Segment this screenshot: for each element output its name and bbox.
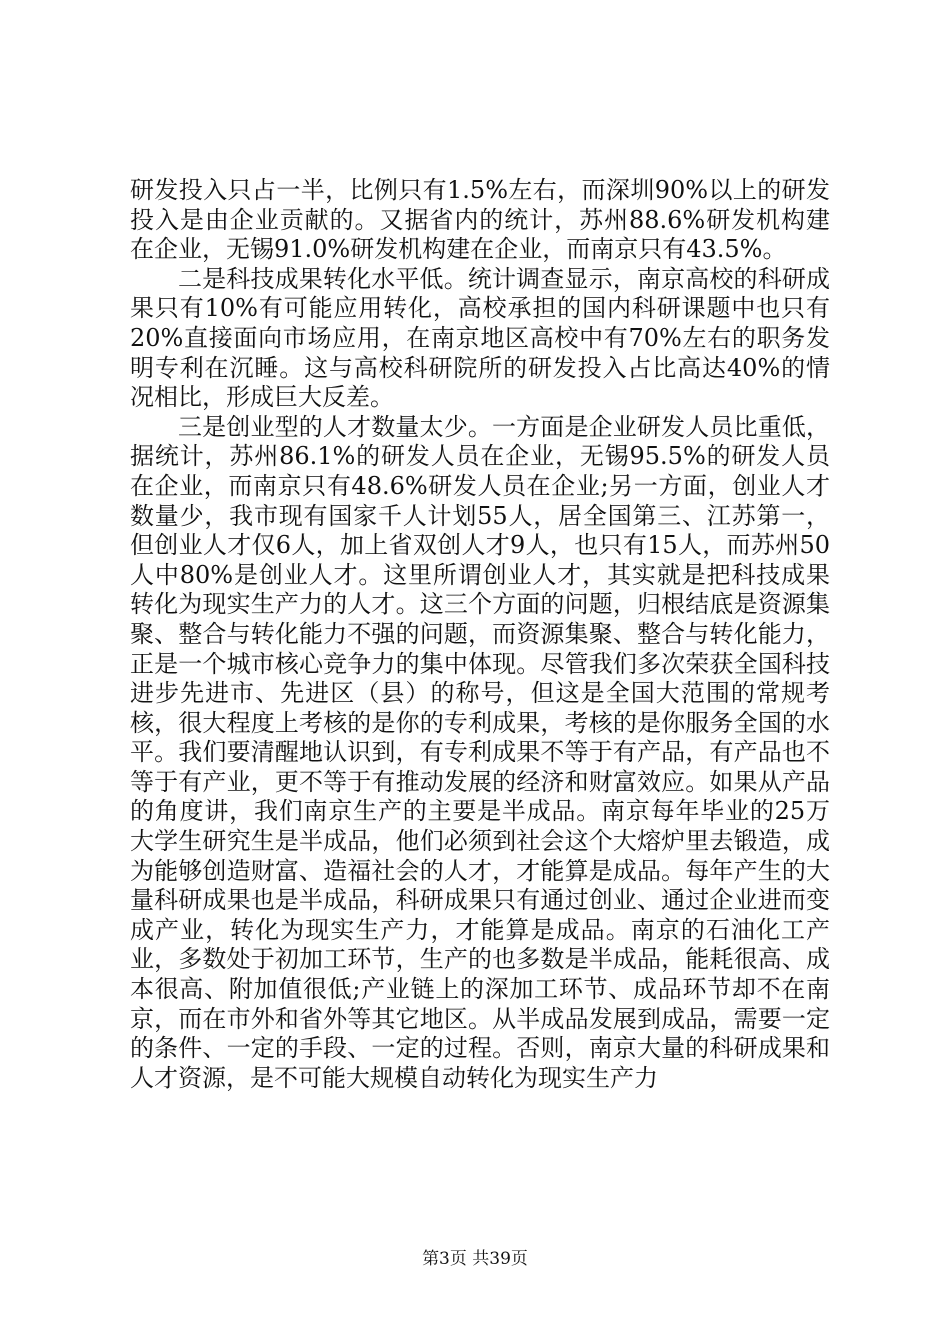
page-number-footer: 第3页 共39页: [422, 1249, 528, 1269]
paragraph-1: 研发投入只占一半，比例只有1.5%左右，而深圳90%以上的研发投入是由企业贡献的。又据省内的统计，苏州88.6%研发机构建在企业，无锡91.0%研发机构建在企业，而南京只有43.5%。: [130, 176, 830, 264]
paragraph-3: 三是创业型的人才数量太少。一方面是企业研发人员比重低，据统计，苏州86.1%的研发人员在企业，无锡95.5%的研发人员在企业，而南京只有48.6%研发人员在企业;另一方面，创业人才数量少，我市现有国家千人计划55人，居全国第三、江苏第一，但创业人才仅6人，加上省双创人才9人，也只有15人，而苏州50人中80%是创业人才。这里所谓创业人才，其实就是把科技成果转化为现实生产力的人才。这三个方面的问题，归根结底是资源集聚、整合与转化能力不强的问题，而资源集聚、整合与转化能力，正是一个城市核心竞争力的集中体现。尽管我们多次荣获全国科技进步先进市、先进区（县）的称号，但这是全国大范围的常规考核，很大程度上考核的是你的专利成果，考核的是你服务全国的水平。我们要清醒地认识到，有专利成果不等于有产品，有产品也不等于有产业，更不等于有推动发展的经济和财富效应。如果从产品的角度讲，我们南京生产的主要是半成品。南京每年毕业的25万大学生研究生是半成品，他们必须到社会这个大熔炉里去锻造，成为能够创造财富、造福社会的人才，才能算是成品。每年产生的大量科研成果也是半成品，科研成果只有通过创业、通过企业进而变成产业，转化为现实生产力，才能算是成品。南京的石油化工产业，多数处于初加工环节，生产的也多数是半成品，能耗很高、成本很高、附加值很低;产业链上的深加工环节、成品环节却不在南京，而在市外和省外等其它地区。从半成品发展到成品，需要一定的条件、一定的手段、一定的过程。否则，南京大量的科研成果和人才资源，是不可能大规模自动转化为现实生产力: [130, 412, 830, 1092]
body-text: [130, 176, 830, 1093]
paragraph-2: 二是科技成果转化水平低。统计调查显示，南京高校的科研成果只有10%有可能应用转化，高校承担的国内科研课题中也只有20%直接面向市场应用，在南京地区高校中有70%左右的职务发明专利在沉睡。这与高校科研院所的研发投入占比高达40%的情况相比，形成巨大反差。: [130, 264, 830, 412]
